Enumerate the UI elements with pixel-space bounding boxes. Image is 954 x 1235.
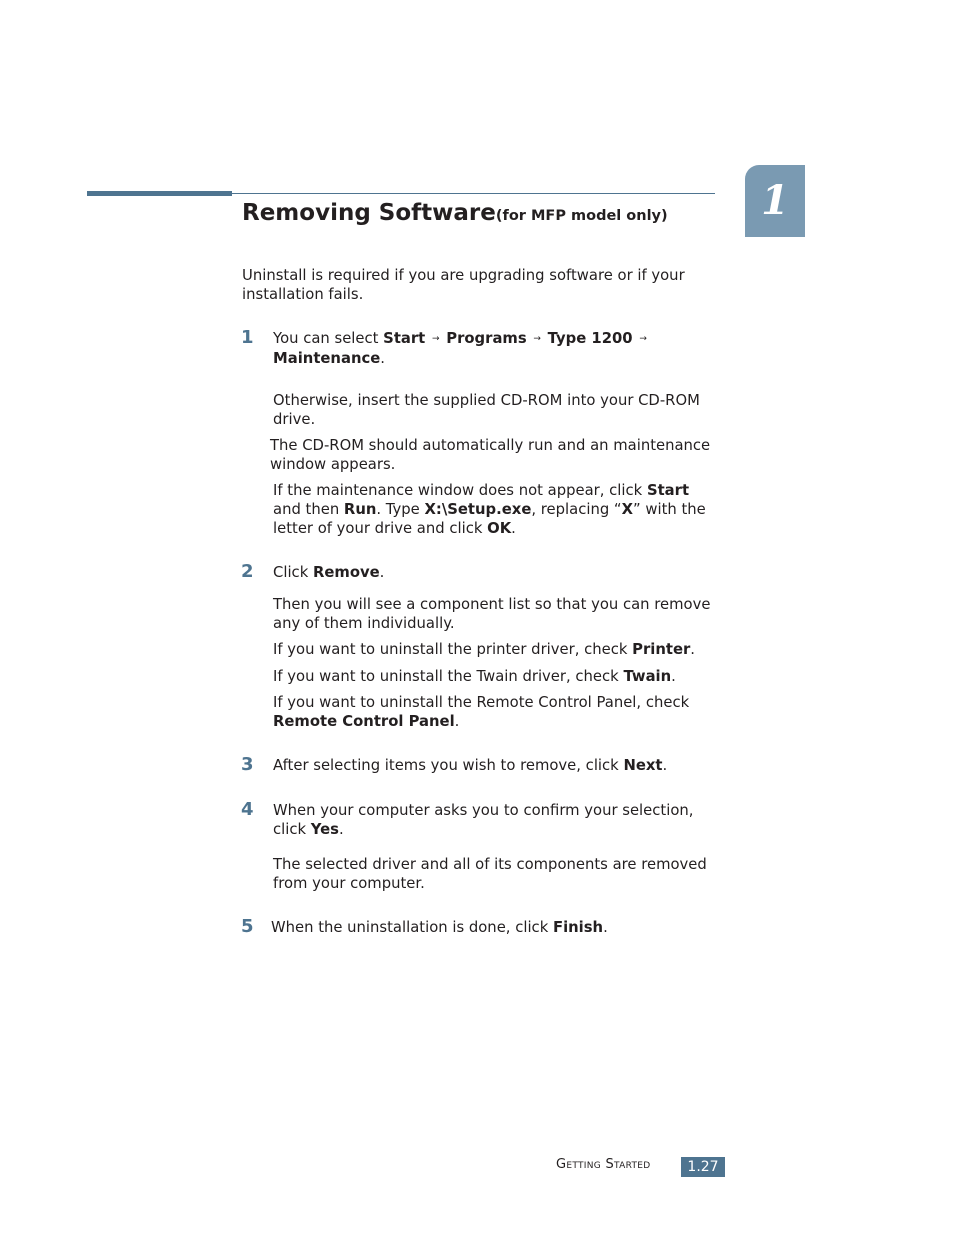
step-number-1: 1 xyxy=(241,327,254,348)
step-number-2: 2 xyxy=(241,561,254,582)
step-number-5: 5 xyxy=(241,916,254,937)
step-1-text: You can select Start → Programs → Type 1200 → Maintenance. xyxy=(273,330,647,367)
step-number-3: 3 xyxy=(241,754,254,775)
step-2-remote-panel-paragraph: If you want to uninstall the Remote Control Panel, check Remote Control Panel. xyxy=(273,694,690,730)
step-number-4: 4 xyxy=(241,799,254,820)
step-3-text: After selecting items you wish to remove, click Next. xyxy=(273,757,668,774)
step-2-twain-paragraph: If you want to uninstall the Twain driver, check Twain. xyxy=(273,668,676,685)
step-4-text: When your computer asks you to confirm your selection, click Yes. xyxy=(273,802,694,838)
step-1-autorun-paragraph: The CD-ROM should automatically run and an maintenance window appears. xyxy=(270,437,711,473)
intro-paragraph: Uninstall is required if you are upgrading software or if your installation fails. xyxy=(242,267,685,303)
page-number: 1.27 xyxy=(681,1157,725,1177)
chapter-tab: 1 xyxy=(745,165,805,237)
header-rule-thick xyxy=(87,191,232,196)
section-title-main: Removing Software xyxy=(242,200,496,226)
step-1-cdrom-paragraph: Otherwise, insert the supplied CD-ROM into your CD-ROM drive. xyxy=(273,392,700,428)
section-title xyxy=(242,200,668,226)
step-4-removed-paragraph: The selected driver and all of its components are removed from your computer. xyxy=(273,856,707,892)
step-2-text: Click Remove. xyxy=(273,564,385,581)
footer-section-name: Getting Started xyxy=(556,1157,651,1172)
section-title-subtitle: (for MFP model only) xyxy=(495,208,668,224)
step-1-manual-run-paragraph: If the maintenance window does not appear, click Start and then Run. Type X:\Setup.exe, replacing “X” with the letter of your drive and click OK. xyxy=(273,482,706,537)
step-5-text: When the uninstallation is done, click Finish. xyxy=(271,919,608,936)
header-rule-thin xyxy=(232,193,715,194)
step-2-component-list-paragraph: Then you will see a component list so that you can remove any of them individually. xyxy=(273,596,711,632)
step-2-printer-paragraph: If you want to uninstall the printer driver, check Printer. xyxy=(273,641,696,658)
